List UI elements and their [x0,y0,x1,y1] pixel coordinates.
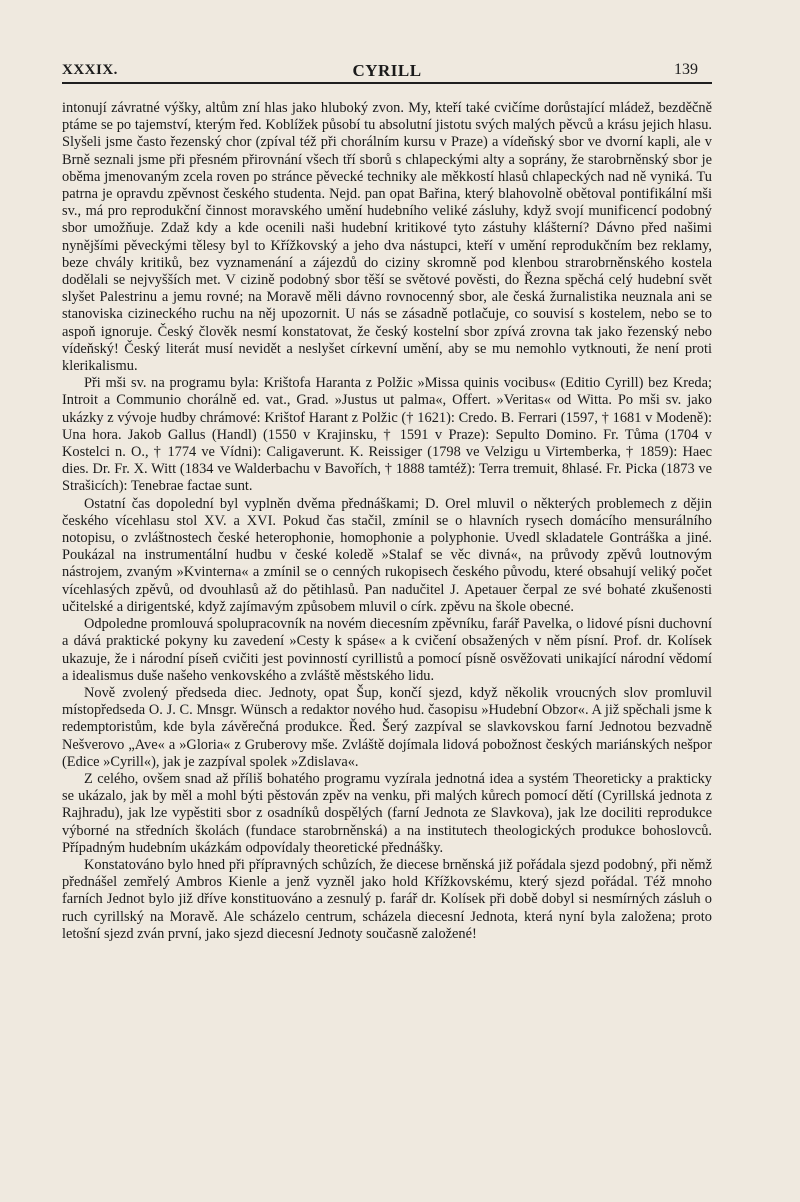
paragraph: Odpoledne promlouvá spolupracovník na novém diecesním zpěvníku, farář Pavelka, o lidové písni duchovní a dává praktické pokyny ku zavedení »Cesty k spáse« a k cvičení obsažených v něm písní. Prof. dr. Kolísek ukazuje, že i národní píseň cvičiti jest povinností cyrillistů a pomocí písně osvěžovati unikající národní vědomí a idealismus duše našeho venkovského a zvláště městského lidu. [62,616,712,684]
section-number: XXXIX. [62,62,118,78]
paragraph: Z celého, ovšem snad až příliš bohatého programu vyzírala jednotná idea a systém Theoreticky a prakticky se ukázalo, jak by měl a mohl býti pěstován zpěv na venku, při malých kůrech pomocí dětí (Cyrillská jednota z Rajhradu), jak lze vypěstiti sbor z osadníků dospělých (farní Jednota ze Slavkova), jak lze dociliti reprodukce výborné na středních školách (fundace starobrněnská) a na institutech theologických produkce bohoslovců. Případným hudebním ukázkám odpovídaly theoretické přednášky. [62,770,712,856]
paragraph: Při mši sv. na programu byla: Krištofa Haranta z Polžic »Missa quinis vocibus« (Editio Cyrill) bez Kreda; Introit a Communio chorálně ed. vat., Grad. »Justus ut palma«, Offert. »Veritas« od Witta. Po mši sv. jako ukázky z vývoje hudby chrámové: Krištof Harant z Polžic († 1621): Credo. B. Ferrari (1597, † 1681 v Modeně): Una hora. Jakob Gallus (Handl) (1550 v Krajinsku, † 1591 v Praze): Sepulto Domino. Fr. Tůma (1704 v Kostelci n. O., † 1774 ve Vídni): Caligaverunt. K. Reissiger (1798 ve Velzigu u Virtemberka, † 1859): Haec dies. Dr. Fr. X. Witt (1834 ve Walderbachu v Bavořích, † 1888 tamtéž): Terra tremuit, 8hlasé. Fr. Picka (1873 ve Strašicích): Tenebrae factae sunt. [62,375,712,495]
page-number: 139 [674,61,698,78]
running-header [62,60,712,84]
paragraph: Nově zvolený předseda diec. Jednoty, opat Šup, končí sjezd, když několik vroucných slov promluvil místopředseda O. J. C. Mnsgr. Wünsch a redaktor nového hud. časopisu »Hudební Obzor«. A již spěchali jsme k redemptoristům, kde byla závěrečná produkce. Řed. Šerý zazpíval se slavkovskou farní Jednotou bezvadně Nešverovo „Ave« a »Gloria« z Gruberovy mše. Zvláště dojímala lidová pobožnost českých mariánských nešpor (Edice »Cyrill«), jak je zazpíval spolek »Zdislava«. [62,684,712,770]
running-title: CYRILL [352,61,422,80]
paragraph: Ostatní čas dopolední byl vyplněn dvěma přednáškami; D. Orel mluvil o některých problemech z dějin českého vícehlasu stol XV. a XVI. Pokud čas stačil, zmínil se o hlavních rysech domácího mensurálního notopisu, o zvláštnostech české heterophonie, homophonie a polyphonie. Uvedl skladatele Gontráška a jiné. Poukázal na instrumentální hudbu v české koledě »Stalaf se věc divná«, na průvody zpěvů loutnovým nástrojem, zvaným »Kvinterna« a zmínil se o cenných rukopisech českého původu, které obsahují veliký počet vícehlasých zpěvů, od dvouhlasů až do pětihlasů. Pan nadučitel J. Apetauer čerpal ze své bohaté zkušenosti učitelské a dirigentské, když zajímavým způsobem mluvil o círk. zpěvu na škole obecné. [62,495,712,615]
paragraph: intonují závratné výšky, altům zní hlas jako hluboký zvon. My, kteří také cvičíme dorůstající mládež, bezděčně ptáme se po tajemství, kterým řed. Koblížek působí tu absolutní jistotu svých malých pěvců a krásu jejich hlasu. Slyšeli jsme často řezenský chor (zpíval též při chorálním kursu v Praze) a vídeňský sbor ve dvorní kapli, ale v Brně seznali jsme při přesném přirovnání všech tří sborů s chlapeckými alty a soprány, že starobrněnský sbor je oběma jmenovaným zcela roven po stránce pěvecké techniky ale měkkostí hlasů chlapeckých nad ně vyniká. Tu patrna je opravdu zpěvnost českého studenta. Nejd. pan opat Bařina, který blahovolně obětoval pontifikální mši sv., má pro reprodukční činnost moravského umění hudebního veliké zásluhy, když svojí munificencí podobný sbor umožňuje. Zdaž kdy a kde ocenili naši hudební kritikové tyto zástuhy klášterní? Dávno před našimi nynějšími pěveckými tělesy byl to Křížkovský a jeho dva nástupci, kteří v umění reprodukčním bez reklamy, beze chvály kritiků, bez vyznamenání a zájezdů do ciziny skromně pod klenbou strarobrněnského kostela dodělali se nejvyšších met. V cizině podobný sbor těší se světové pověsti, do Řezna spěchá celý hudební svět slyšet Palestrinu a jemu rovné; na Moravě měli dávno rovnocenný sbor, ale česká žurnalistika neuznala ani se stanoviska cizineckého ruchu na něj upozornit. U nás se zásadně potlačuje, co souvisí s kostelem, nebo se to aspoň ignoruje. Český člověk nesmí konstatovat, že český kostelní sbor zpívá zrovna tak jako řezenský nebo vídeňský! Český literát musí nevidět a neslyšet církevní umění, aby se mu nemohlo vytknouti, že není proti klerikalismu. [62,100,712,375]
article-body [62,100,712,943]
paragraph: Konstatováno bylo hned při přípravných schůzích, že diecese brněnská již pořádala sjezd podobný, při němž přednášel zemřelý Ambros Kienle a jenž vyzněl jako hold Křížkovskému, který sjezd pořádal. Též mnoho farních Jednot bylo již dříve konstituováno a zesnulý p. farář dr. Kolísek při době dobyl si nesmírných zásluh o ruch cyrillský na Moravě. Ale scházelo centrum, scházela diecesní Jednota, která nyní byla založena; proto letošní sjezd zván první, jako sjezd diecesní Jednoty současně založené! [62,856,712,942]
